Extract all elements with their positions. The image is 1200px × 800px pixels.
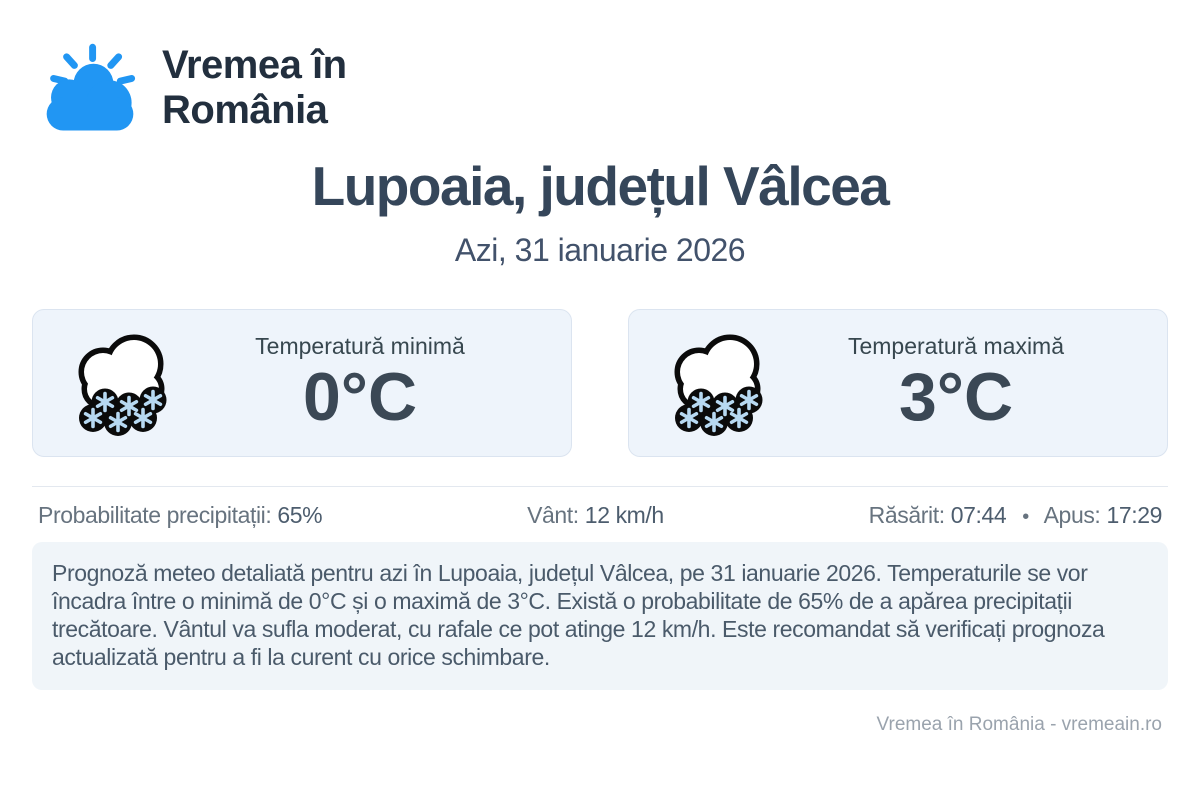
stats-row [32, 502, 1168, 529]
min-temp-label: Temperatură minimă [255, 332, 465, 359]
date-subtitle: Azi, 31 ianuarie 2026 [454, 232, 746, 268]
sunset-label: Apus: [1043, 502, 1101, 528]
max-temp-value: 3°C [898, 358, 1014, 435]
min-temp-card [32, 309, 572, 457]
sun-cloud-logo-icon [38, 36, 142, 140]
footer-credit: Vremea în România - vremeain.ro [876, 714, 1162, 735]
wind-value: 12 km/h [584, 502, 664, 528]
site-logo-text [162, 43, 347, 133]
sunrise-value: 07:44 [950, 502, 1007, 528]
precipitation-value: 65% [277, 502, 323, 528]
temperature-cards [32, 309, 1168, 457]
divider [32, 486, 1168, 487]
min-temp-text [181, 333, 549, 433]
snow-cloud-icon [659, 327, 777, 439]
sun-times-stat [869, 502, 1162, 529]
snow-cloud-icon [63, 327, 181, 439]
precipitation-label: Probabilitate precipitații: [38, 502, 272, 528]
logo-line-2: România [162, 88, 328, 132]
max-temp-card [628, 309, 1168, 457]
forecast-description-box [32, 542, 1168, 690]
bullet-separator: • [1022, 506, 1029, 528]
precipitation-stat [38, 502, 322, 529]
wind-label: Vânt: [527, 502, 579, 528]
site-logo[interactable] [38, 0, 1168, 140]
sunrise-label: Răsărit: [868, 502, 945, 528]
max-temp-text [777, 333, 1145, 433]
forecast-description-text: Prognoză meteo detaliată pentru azi în Lupoaia, județul Vâlcea, pe 31 ianuarie 2026. Temperaturile se vor încadra între o minimă de 0°C și o maximă de 3°C. Există o probabilitate de 65% de a apărea precipitații trecătoare. Vântul va sufla moderat, cu rafale ce pot atinge 12 km/h. Este recomandat să verificați prognoza actualizată pentru a fi la curent cu orice schimbare. [52, 560, 1105, 670]
max-temp-label: Temperatură maximă [847, 332, 1065, 359]
logo-line-1: Vremea în [162, 42, 347, 87]
sunset-value: 17:29 [1106, 502, 1162, 528]
wind-stat [527, 502, 664, 529]
page-title: Lupoaia, județul Vâlcea [311, 155, 889, 217]
min-temp-value: 0°C [302, 358, 418, 435]
